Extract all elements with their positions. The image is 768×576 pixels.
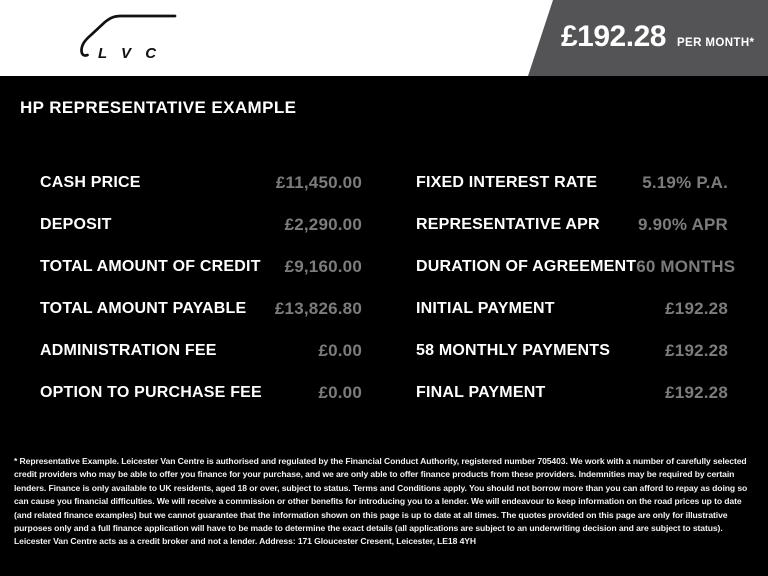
finance-label: TOTAL AMOUNT PAYABLE [40,300,247,317]
finance-value: 5.19% P.A. [642,173,728,192]
finance-label: OPTION TO PURCHASE FEE [40,384,262,401]
finance-row-initial-payment [416,288,728,330]
finance-row-total-payable [40,288,362,330]
page-title: HP REPRESENTATIVE EXAMPLE [20,98,297,117]
price-per-month [561,20,754,54]
finance-label: CASH PRICE [40,174,141,191]
finance-value: £0.00 [318,383,362,402]
finance-row-final-payment [416,372,728,414]
finance-table-right-column [416,162,736,414]
finance-value: £11,450.00 [275,173,362,192]
finance-value: £192.28 [665,341,728,360]
logo-text: L V C [98,45,162,62]
finance-label: REPRESENTATIVE APR [416,216,600,233]
finance-label: FIXED INTEREST RATE [416,174,598,191]
finance-label: FINAL PAYMENT [416,384,546,401]
representative-example-disclaimer: * Representative Example. Leicester Van Centre is authorised and regulated by the Financial Conduct Authority, registered number 705403. We work with a number of carefully selected credit providers who may be able to offer you finance for your purchase, and we are only able to offer finance products from these providers. Indemnities may be required by certain lenders. Finance is only available to UK residents, aged 18 or over, subject to status. Terms and Conditions apply. You should not borrow more than you can afford to repay as doing so can cause you financial difficulties. We will receive a commission or other benefits for introducing you to a lender. We will endeavour to keep information on the road prices up to date (and related finance examples) but we cannot guarantee that the information shown on this page is up to date at all times. The quotes provided on this page are only for illustrative purposes only and a full finance application will have to be made to determine the exact details (all applications are subject to an underwriting decision and are subject to status). Leicester Van Centre acts as a credit broker and not a lender. Address: 171 Gloucester Cresent, Leicester, LE18 4YH [14,456,748,547]
finance-value: £192.28 [665,383,728,402]
finance-row-deposit [40,204,362,246]
finance-label: INITIAL PAYMENT [416,300,555,317]
lvc-car-logo-icon [75,5,185,70]
finance-value: £192.28 [665,299,728,318]
finance-row-admin-fee [40,330,362,372]
finance-value: 60 MONTHS [636,257,736,276]
finance-row-monthly-payments [416,330,728,372]
finance-label: 58 MONTHLY PAYMENTS [416,342,611,359]
price-amount: £192.28 [561,20,666,53]
finance-value: £2,290.00 [284,215,362,234]
finance-value: £0.00 [318,341,362,360]
finance-label: DURATION OF AGREEMENT [416,258,637,275]
finance-row-fixed-interest-rate [416,162,728,204]
finance-label: TOTAL AMOUNT OF CREDIT [40,258,261,275]
finance-label: ADMINISTRATION FEE [40,342,217,359]
header-bar [0,0,768,76]
finance-row-option-to-purchase-fee [40,372,362,414]
finance-row-duration [416,246,736,288]
finance-row-cash-price [40,162,362,204]
finance-value: £9,160.00 [284,257,362,276]
finance-label: DEPOSIT [40,216,112,233]
finance-row-representative-apr [416,204,728,246]
finance-table-left-column [40,162,362,414]
price-period-label: PER MONTH* [676,37,755,49]
finance-value: 9.90% APR [638,215,728,234]
finance-value: £13,826.80 [274,299,362,318]
finance-row-total-credit [40,246,362,288]
